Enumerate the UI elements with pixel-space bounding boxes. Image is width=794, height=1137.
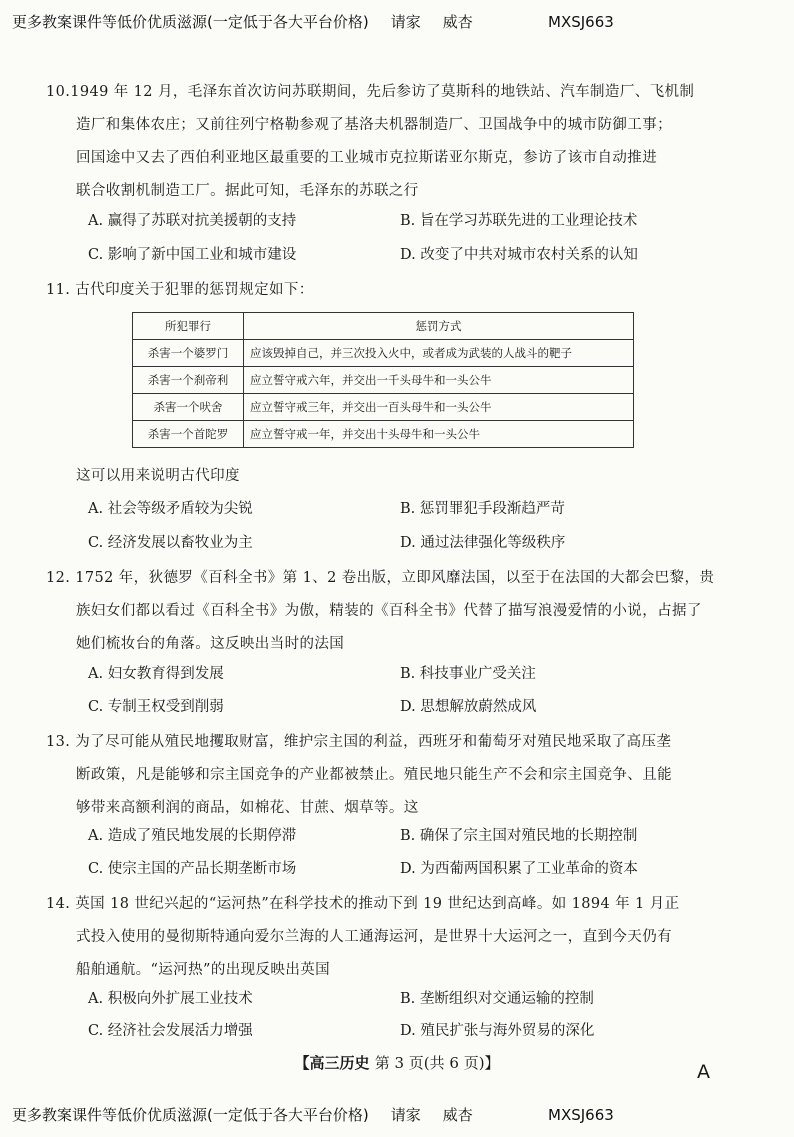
table-cell: 杀害一个刹帝利	[133, 367, 244, 394]
table-row	[133, 394, 634, 421]
table-cell: 应立誓守戒一年，并交出十头母牛和一头公牛	[244, 421, 634, 448]
question-10-line: 造厂和集体农庄；又前往列宁格勒参观了基洛夫机器制造厂、卫国战争中的城市防御工事；	[76, 117, 672, 133]
question-13-line: 断政策，凡是能够和宗主国竞争的产业都被禁止。殖民地只能生产不会和宗主国竞争、且能	[76, 767, 672, 783]
banner-name: 威杏	[442, 1106, 473, 1124]
option-d[interactable]: D. 殖民扩张与海外贸易的深化	[400, 1023, 595, 1039]
banner-name: 威杏	[442, 13, 473, 31]
banner-please: 请家	[390, 1106, 421, 1124]
question-12-line: 她们梳妆台的角落。这反映出当时的法国	[76, 636, 345, 652]
option-a[interactable]: A. 积极向外扩展工业技术	[88, 991, 253, 1007]
option-a[interactable]: A. 造成了殖民地发展的长期停滞	[88, 828, 297, 844]
option-b[interactable]: B. 旨在学习苏联先进的工业理论技术	[400, 213, 638, 229]
table-header: 惩罚方式	[244, 313, 634, 340]
banner-text: 更多教案课件等低价优质滋源(一定低于各大平台价格)	[12, 13, 369, 31]
footer-subject: 【高三历史	[294, 1054, 370, 1072]
question-12-line: 族妇女们都以看过《百科全书》为傲，精装的《百科全书》代替了描写浪漫爱情的小说，占据了	[76, 603, 702, 619]
table-header-row	[133, 313, 634, 340]
question-10	[46, 76, 726, 208]
option-d[interactable]: D. 通过法律强化等级秩序	[400, 535, 566, 551]
banner-please: 请家	[390, 13, 421, 31]
option-c[interactable]: C. 经济社会发展活力增强	[88, 1023, 253, 1039]
question-14-line: 式投入使用的曼彻斯特通向爱尔兰海的人工通海运河，是世界十大运河之一，直到今天仍有	[76, 929, 672, 945]
option-b[interactable]: B. 科技事业广受关注	[400, 666, 536, 682]
option-c[interactable]: C. 经济发展以畜牧业为主	[88, 535, 253, 551]
option-c[interactable]: C. 影响了新中国工业和城市建设	[88, 247, 297, 263]
top-banner	[12, 8, 614, 36]
option-a[interactable]: A. 妇女教育得到发展	[88, 666, 224, 682]
punishment-table	[132, 312, 634, 448]
question-14-line: 船舶通航。“运河热”的出现反映出英国	[76, 962, 331, 978]
banner-code: MXSJ663	[548, 1106, 614, 1124]
question-12	[46, 562, 726, 661]
table-cell: 应立誓守戒六年，并交出一千头母牛和一头公牛	[244, 367, 634, 394]
option-c[interactable]: C. 专制王权受到削弱	[88, 699, 224, 715]
table-cell: 杀害一个婆罗门	[133, 340, 244, 367]
question-13	[46, 726, 726, 825]
page-footer	[0, 1052, 794, 1073]
table-row	[133, 340, 634, 367]
option-b[interactable]: B. 惩罚罪犯手段渐趋严苛	[400, 501, 565, 517]
option-a[interactable]: A. 赢得了苏联对抗美援朝的支持	[88, 213, 297, 229]
question-10-line: 回国途中又去了西伯利亚地区最重要的工业城市克拉斯诺亚尔斯克，参访了该市自动推进	[76, 150, 658, 166]
question-11-after	[76, 460, 756, 493]
option-a[interactable]: A. 社会等级矛盾较为尖锐	[88, 501, 253, 517]
option-b[interactable]: B. 垄断组织对交通运输的控制	[400, 991, 594, 1007]
option-d[interactable]: D. 为西葡两国积累了工业革命的资本	[400, 861, 638, 877]
question-10-line: 联合收割机制造工厂。据此可知，毛泽东的苏联之行	[76, 183, 419, 199]
banner-code: MXSJ663	[548, 13, 614, 31]
question-13-line: 够带来高额利润的商品，如棉花、甘蔗、烟草等。这	[76, 800, 419, 816]
option-d[interactable]: D. 思想解放蔚然成风	[400, 699, 537, 715]
table-cell: 应立誓守戒三年，并交出一百头母牛和一头公牛	[244, 394, 634, 421]
question-12-line: 12. 1752 年，狄德罗《百科全书》第 1、2 卷出版，立即风靡法国，以至于在法国的大都会巴黎，贵	[46, 570, 715, 586]
question-11	[46, 274, 726, 307]
table-cell: 应该毁掉自己，并三次投入火中，或者成为武装的人战斗的靶子	[244, 340, 634, 367]
bottom-banner	[12, 1101, 614, 1129]
option-d[interactable]: D. 改变了中共对城市农村关系的认知	[400, 247, 638, 263]
table-row	[133, 421, 634, 448]
question-11-lead: 这可以用来说明古代印度	[76, 468, 240, 484]
table-header: 所犯罪行	[133, 313, 244, 340]
option-b[interactable]: B. 确保了宗主国对殖民地的长期控制	[400, 828, 638, 844]
paper-version-mark: A	[697, 1061, 710, 1083]
question-13-line: 13. 为了尽可能从殖民地攫取财富，维护宗主国的利益，西班牙和葡萄牙对殖民地采取了高压垄	[46, 734, 672, 750]
table-cell: 杀害一个首陀罗	[133, 421, 244, 448]
question-10-line: 10.1949 年 12 月，毛泽东首次访问苏联期间，先后参访了莫斯科的地铁站、汽车制造厂、飞机制	[46, 84, 695, 100]
table-row	[133, 367, 634, 394]
question-14-line: 14. 英国 18 世纪兴起的“运河热”在科学技术的推动下到 19 世纪达到高峰。如 1894 年 1 月正	[46, 896, 680, 912]
question-11-stem: 11. 古代印度关于犯罪的惩罚规定如下：	[46, 282, 314, 298]
banner-text: 更多教案课件等低价优质滋源(一定低于各大平台价格)	[12, 1106, 369, 1124]
table-cell: 杀害一个吠舍	[133, 394, 244, 421]
question-14	[46, 888, 726, 987]
footer-page: 第 3 页(共 6 页)】	[374, 1054, 500, 1072]
option-c[interactable]: C. 使宗主国的产品长期垄断市场	[88, 861, 297, 877]
